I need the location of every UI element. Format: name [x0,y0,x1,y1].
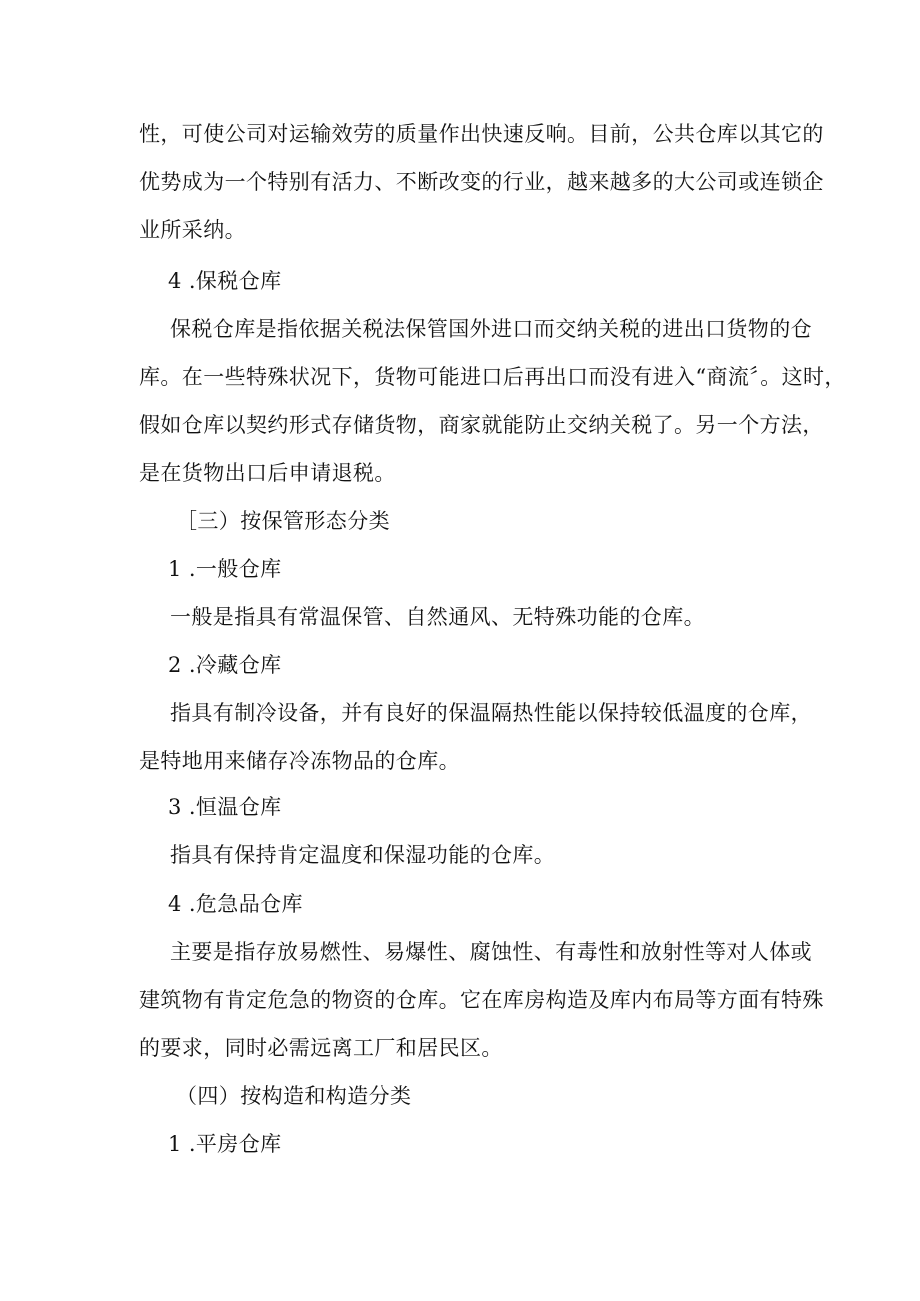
section-heading-storage-form [176,497,390,545]
text-line: 假如仓库以契约形式存储货物，商家就能防止交纳关税了。另一个方法， [139,413,824,437]
text-line: 主要是指存放易燃性、易爆性、腐蚀性、有毒性和放射性等对人体或 [170,940,812,964]
paragraph-constant-temperature [170,831,555,879]
heading-single-storey [168,1120,282,1168]
heading-cold-storage [168,641,282,689]
text-line: 业所采纳。 [139,218,246,242]
text-line: （四）按构造和构造分类 [176,1084,412,1108]
text-line: 是特地用来储存冷冻物品的仓库。 [139,749,460,773]
text-line: 建筑物有肯定危急的物资的仓库。它在库房构造及库内布局等方面有特殊 [139,988,824,1012]
text-line: 4 .危急品仓库 [168,892,303,916]
text-line: 性，可使公司对运输效劳的质量作出快速反响。目前，公共仓库以其它的 [139,122,824,146]
text-line: 1 .一般仓库 [168,557,282,581]
paragraph-cold-storage [139,689,812,785]
text-line: 是在货物出口后申请退税。 [139,461,396,485]
heading-general-warehouse [168,545,282,593]
text-line: 2 .冷藏仓库 [168,653,282,677]
section-heading-structure [176,1072,411,1120]
text-line: 指具有制冷设备，并有良好的保温隔热性能以保持较低温度的仓库， [170,701,812,725]
text-line: 一般是指具有常温保管、自然通风、无特殊功能的仓库。 [170,605,705,629]
paragraph-continuation [139,110,824,254]
text-line: 1 .平房仓库 [168,1132,282,1156]
text-line: ［三）按保管形态分类 [176,509,390,533]
paragraph-general-warehouse [170,593,705,641]
paragraph-bonded-warehouse [139,305,846,497]
heading-constant-temperature [168,783,282,831]
text-line: 库。在一些特殊状况下，货物可能进口后再出口而没有进入“商流〞。这时， [139,365,846,389]
text-line: 4 .保税仓库 [168,269,282,293]
heading-bonded-warehouse [168,257,282,305]
heading-dangerous-goods [168,880,303,928]
paragraph-dangerous-goods [139,928,824,1072]
text-line: 指具有保持肯定温度和保湿功能的仓库。 [170,843,556,867]
text-line: 3 .恒温仓库 [168,795,282,819]
text-line: 保税仓库是指依据关税法保管国外进口而交纳关税的进出口货物的仓 [170,317,812,341]
text-line: 优势成为一个特别有活力、不断改变的行业，越来越多的大公司或连锁企 [139,170,824,194]
text-line: 的要求，同时必需远离工厂和居民区。 [139,1036,503,1060]
